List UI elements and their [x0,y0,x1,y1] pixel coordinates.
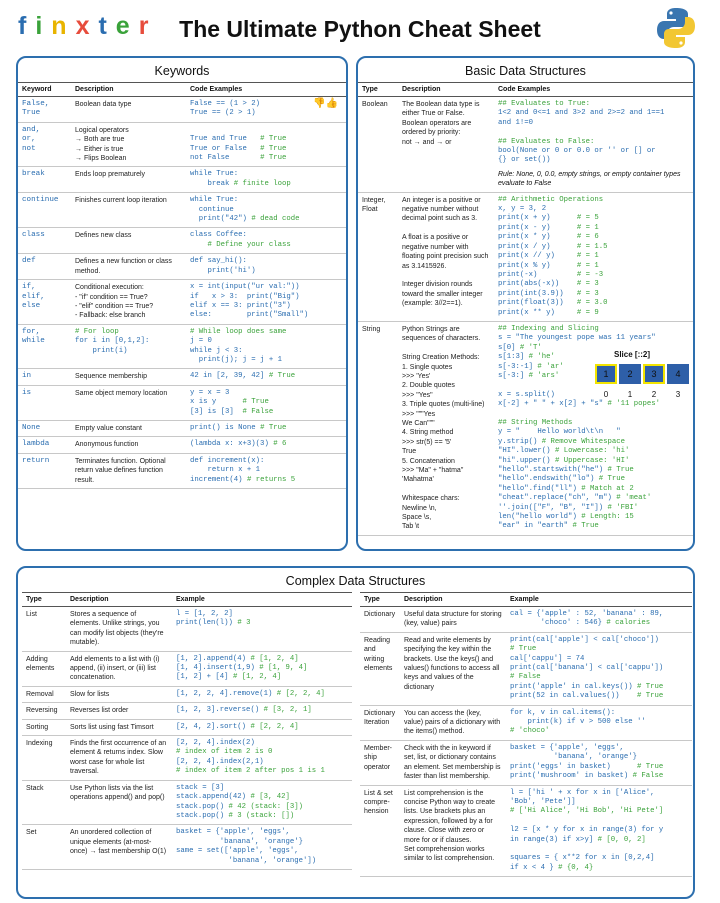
type-cell: Dictionary Iteration [360,705,400,740]
description-cell: Stores a sequence of elements. Unlike strings, you can modify list objects (they're mutable). [66,607,172,652]
keywords-title: Keywords [154,64,210,78]
brand-letter: e [115,12,139,40]
brand-letter: f [18,12,36,40]
table-row [18,122,346,167]
slice-index: 2 [651,390,657,399]
brand-letter: x [75,12,99,40]
description-cell: You can access the (key, value) pairs of a dictionary with the items() method. [400,705,506,740]
table-row [358,192,693,321]
code-cell: ## Arithmetic Operations x, y = 3, 2 print(x + y) # = 5 print(x - y) # = 1 print(x * y) # = 6 print(x / y) # = 1.5 print(x // y) # = 1 print(x % y) # = 1 print(-x) # = -3 print(abs(-x)) # = 3 print(int(3.9)) # = 3 print(float(3)) # = 3.0 print(x ** y) # = 9 [494,192,693,321]
table-row [18,385,346,420]
basic-header-code: Code Examples [494,83,693,97]
code-cell: l = ['hi ' + x for x in ['Alice', 'Bob', 'Pete']] # ['Hi Alice', 'Hi Bob', 'Hi Pete'] l2 = [x * y for x in range(3) for y in range(3) if x>y] # [0, 0, 2] squares = { x**2 for x in [0,2,4] if x < 4 } # {0, 4} [506,785,692,877]
type-cell: Sorting [22,719,66,735]
brand-letter: r [138,12,158,40]
keywords-header-code: Code Examples [186,83,346,97]
complex-left-column [22,592,352,870]
table-row [18,324,346,369]
keyword-cell: return [18,453,71,488]
code-cell: class Coffee: # Define your class [186,228,346,254]
rule-note: Rule: None, 0, 0.0, empty strings, or empty container types evaluate to False [498,170,681,188]
keyword-cell: is [18,385,71,420]
description-cell: Sorts list using fast Timsort [66,719,172,735]
brand-letter: n [51,12,76,40]
description-cell: Same object memory location [71,385,186,420]
slice-cell: 1 [594,363,618,385]
description-cell: Boolean data type [71,97,186,123]
code-cell: [2, 2, 4].index(2) # index of item 2 is 0 [2, 2, 4].index(2,1) # index of item 2 after pos 1 is 1 [172,736,352,781]
table-row [360,740,692,785]
complex-left-header-type: Type [22,593,66,607]
description-cell: Reverses list order [66,703,172,719]
complex-left-table [22,592,352,870]
table-row [18,420,346,436]
slice-cell: 3 [642,363,666,385]
code-cell: def say_hi(): print('hi') [186,254,346,280]
description-cell: Ends loop prematurely [71,167,186,193]
keyword-cell: and, or, not [18,122,71,167]
description-cell: Slow for lists [66,686,172,702]
keyword-cell: lambda [18,437,71,453]
description-cell: Anonymous function [71,437,186,453]
page-title: The Ultimate Python Cheat Sheet [179,16,541,42]
type-cell: Set [22,825,66,870]
slice-diagram [590,350,690,410]
description-cell: Empty value constant [71,420,186,436]
table-row [22,651,352,686]
code-cell: while True: break # finite loop [186,167,346,193]
type-cell: Integer, Float [358,192,398,321]
description-cell: List comprehension is the concise Python way to create lists. Use brackets plus an expression, followed by a for clause. Close with zero or more for or if clauses. Set comprehension works similar to list comprehension. [400,785,506,877]
description-cell: Finds the first occurrence of an element & returns index. Slow worst case for whole list traversal. [66,736,172,781]
keyword-cell: for, while [18,324,71,369]
code-cell: 👎👍 False == (1 > 2) True == (2 > 1) [186,97,346,123]
code-cell: while True: continue print("42") # dead code [186,193,346,228]
type-cell: Dictionary [360,607,400,633]
code-cell: print(cal['apple'] < cal['choco']) # True cal['cappu'] = 74 print(cal['banana'] < cal['cappu']) # False print('apple' in cal.keys()) # True print(52 in cal.values()) # True [506,632,692,705]
description-cell: Terminates function. Optional return value defines function result. [71,453,186,488]
table-row [22,780,352,825]
code-cell: ## Evaluates to True: 1<2 and 0<=1 and 3>2 and 2>=2 and 1==1 and 1!=0 ## Evaluates to False: bool(None or 0 or 0.0 or '' or [] or {} or set()) Rule: None, 0, 0.0, empty strings, or empty container types evaluate to False [494,97,693,193]
slice-cell: 4 [666,363,690,385]
basic-header-description: Description [398,83,494,97]
table-row [18,228,346,254]
code-cell: basket = {'apple', 'eggs', 'banana', 'orange'} print('eggs' in basket) # True print('mushroom' in basket) # False [506,740,692,785]
basic-title: Basic Data Structures [465,64,586,78]
keyword-cell: class [18,228,71,254]
description-cell: Useful data structure for storing (key, value) pairs [400,607,506,633]
type-cell: List [22,607,66,652]
basic-data-structures-panel [356,56,695,551]
description-cell: Defines new class [71,228,186,254]
table-row [22,736,352,781]
code-cell: 42 in [2, 39, 42] # True [186,369,346,385]
table-row [18,167,346,193]
code-cell: x = int(input("ur val:")) if x > 3: print("Big") elif x == 3: print("3") else: print("Small") [186,280,346,325]
table-row [22,686,352,702]
code-cell: print() is None # True [186,420,346,436]
description-cell: Add elements to a list with (i) append, (ii) insert, or (iii) list concatenation. [66,651,172,686]
basic-table [358,82,693,536]
table-row [22,825,352,870]
slice-index: 0 [603,390,609,399]
description-cell: Logical operators → Both are true → Either is true → Flips Boolean [71,122,186,167]
type-cell: Removal [22,686,66,702]
complex-right-header-description: Description [400,593,506,607]
description-cell: Read and write elements by specifying the key within the brackets. Use the keys() and values() functions to access all keys and values of the dictionary [400,632,506,705]
description-cell: Sequence membership [71,369,186,385]
code-cell: y = x = 3 x is y # True [3] is [3] # False [186,385,346,420]
type-cell: Reversing [22,703,66,719]
complex-right-column [360,592,692,877]
description-cell: Check with the in keyword if set, list, or dictionary contains an element. Set membership is faster than list membership. [400,740,506,785]
complex-data-structures-panel [16,566,695,899]
type-cell: String [358,321,398,535]
brand-letter: i [35,12,52,40]
type-cell: Indexing [22,736,66,781]
description-cell: An unordered collection of unique elements (at-most-once) → fast membership O(1) [66,825,172,870]
slice-index: 1 [627,390,633,399]
keyword-cell: False, True [18,97,71,123]
description-cell: Use Python lists via the list operations append() and pop() [66,780,172,825]
keywords-header-keyword: Keyword [18,83,71,97]
complex-right-header-example: Example [506,593,692,607]
table-row [360,705,692,740]
thumbs-icon: 👎👍 [313,99,338,110]
code-cell: basket = {'apple', 'eggs', 'banana', 'orange'} same = set(['apple', 'eggs', 'banana', 'orange']) [172,825,352,870]
table-row [358,97,693,193]
table-row [360,607,692,633]
description-cell: An integer is a positive or negative number without decimal point such as 3. A float is a positive or negative number with floating point precision such as 3.1415926. Integer division rounds toward the smaller integer (example: 3//2==1). [398,192,494,321]
table-row [18,193,346,228]
keywords-header-description: Description [71,83,186,97]
code-cell: for k, v in cal.items(): print(k) if v > 500 else '' # 'choco' [506,705,692,740]
table-row [22,703,352,719]
code-cell: [2, 4, 2].sort() # [2, 2, 4] [172,719,352,735]
table-row [22,719,352,735]
type-cell: Adding elements [22,651,66,686]
keywords-table [18,82,346,489]
table-row [18,280,346,325]
table-row [18,437,346,453]
type-cell: List & set compre- hension [360,785,400,877]
table-row [22,607,352,652]
brand-letter: t [98,12,116,40]
code-cell: cal = {'apple' : 52, 'banana' : 89, 'choco' : 546} # calories [506,607,692,633]
description-cell: # For loop for i in [0,1,2]: print(i) [71,324,186,369]
description-cell: Conditional execution: - "if" condition == True? - "elif" condition == True? - Fallback: else branch [71,280,186,325]
complex-title: Complex Data Structures [285,574,426,588]
description-cell: Defines a new function or class method. [71,254,186,280]
code-cell: (lambda x: x+3)(3) # 6 [186,437,346,453]
type-cell: Stack [22,780,66,825]
slice-cell: 2 [618,363,642,385]
complex-right-header-type: Type [360,593,400,607]
table-row [18,97,346,123]
code-cell: [1, 2].append(4) # [1, 2, 4] [1, 4].insert(1,9) # [1, 9, 4] [1, 2] + [4] # [1, 2, 4] [172,651,352,686]
table-row [18,453,346,488]
keyword-cell: None [18,420,71,436]
table-row [18,254,346,280]
description-cell: Python Strings are sequences of characters. String Creation Methods: 1. Single quotes >>> 'Yes' 2. Double quotes >>> "Yes" 3. Triple quotes (multi-line) >>> """Yes We Can""" 4. String method >>> str(5) == '5' True 5. Concatenation >>> "Ma" + "hatma" 'Mahatma' Whitespace chars: Newline \n, Space \s, Tab \t [398,321,494,535]
code-cell: ## Indexing and Slicing s = "The youngest pope was 11 years" s[0] # 'T' s[1:3] # 'he' s[-3:-1] # 'ar' s[-3:] # 'ars' x = s.split() x[-2] + " " + x[2] + "s" # '11 popes' ## String Methods y = " Hello world\t\n " y.strip() # Remove Whitespace "HI".lower() # Lowercase: 'hi' "hi".upper() # Uppercase: 'HI' "hello".startswith("he") # True "hello".endswith("lo") # True "hello".find("ll") # Match at 2 "cheat".replace("ch", "m") # 'meat' ''.join(["F", "B", "I"]) # 'FBI' len("hello world") # Length: 15 "ear" in "earth" # True [494,321,693,535]
code-cell: [1, 2, 2, 4].remove(1) # [2, 2, 4] [172,686,352,702]
python-logo-icon [656,6,696,50]
slice-label: Slice [::2] [614,350,651,359]
complex-left-header-example: Example [172,593,352,607]
code-cell: stack = [3] stack.append(42) # [3, 42] stack.pop() # 42 (stack: [3]) stack.pop() # 3 (stack: []) [172,780,352,825]
complex-right-table [360,592,692,877]
keyword-cell: def [18,254,71,280]
keyword-cell: break [18,167,71,193]
code-cell: True and True # True True or False # True not False # True [186,122,346,167]
type-cell: Member- ship operator [360,740,400,785]
code-cell: # While loop does same j = 0 while j < 3: print(j); j = j + 1 [186,324,346,369]
complex-left-header-description: Description [66,593,172,607]
table-row [360,785,692,877]
basic-header-type: Type [358,83,398,97]
slice-index: 3 [675,390,681,399]
description-cell: The Boolean data type is either True or False. Boolean operators are ordered by priority: not → and → or [398,97,494,193]
keyword-cell: if, elif, else [18,280,71,325]
description-cell: Finishes current loop iteration [71,193,186,228]
type-cell: Reading and writing elements [360,632,400,705]
code-cell: [1, 2, 3].reverse() # [3, 2, 1] [172,703,352,719]
keyword-cell: continue [18,193,71,228]
code-cell: l = [1, 2, 2] print(len(l)) # 3 [172,607,352,652]
keywords-panel [16,56,348,551]
type-cell: Boolean [358,97,398,193]
table-row [18,369,346,385]
keyword-cell: in [18,369,71,385]
code-cell: def increment(x): return x + 1 increment(4) # returns 5 [186,453,346,488]
table-row [360,632,692,705]
